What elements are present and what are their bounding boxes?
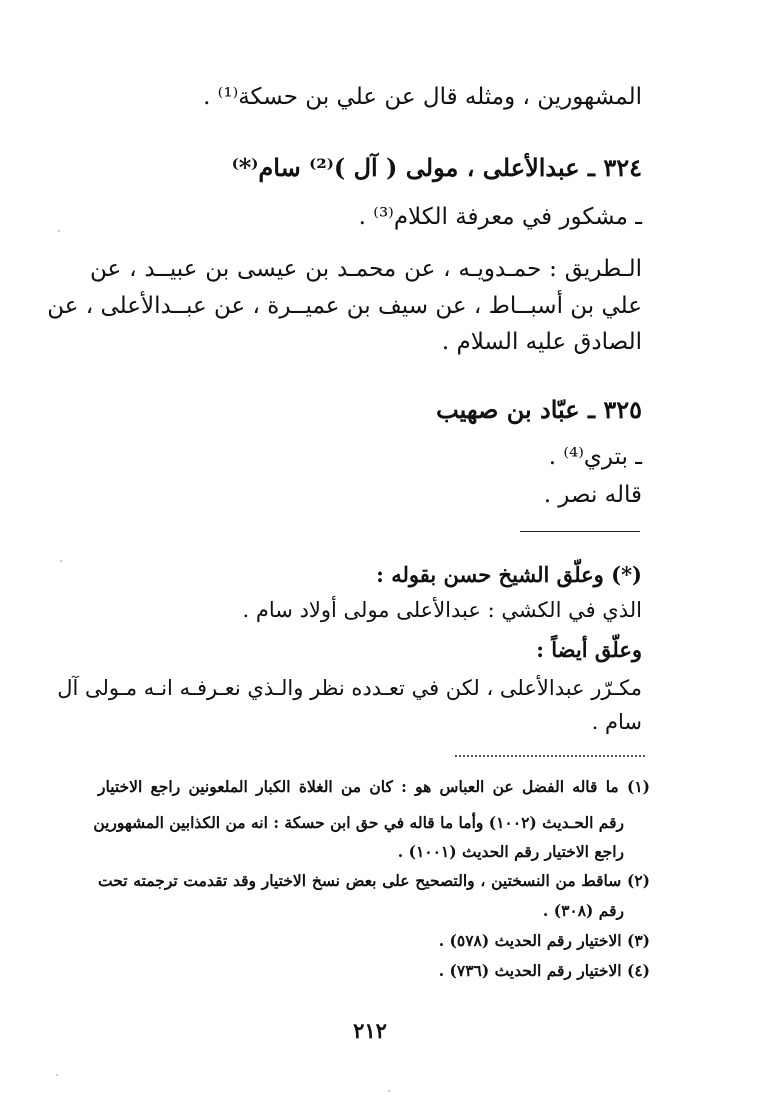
- footnote-2-line-2: رقم (٣٠٨) .: [542, 901, 624, 920]
- footnote-1-line-1: (١) ما قاله الفضل عن العباس هو : كان من الغلاة الكبار الملعونين راجع الاختيار: [98, 777, 650, 796]
- scan-speck: [388, 1090, 390, 1092]
- footnote-2-line-1: (٢) ساقط من النسختين ، والتصحيح على بعض نسخ الاختيار وقد تقدمت ترجمته تحت: [98, 871, 650, 890]
- entry-324-heading: ٣٢٤ ـ عبدالأعلى ، مولى ( آل )⁽²⁾ سام⁽*⁾: [231, 153, 642, 182]
- note-2-heading: وعلّق أيضاً :: [536, 637, 642, 662]
- entry-324-path-line-3: الصادق عليه السلام .: [441, 329, 642, 355]
- entry-324-path-line-2: علي بن أسبــاط ، عن سيف بن عميــرة ، عن عبــدالأعلى ، عن: [47, 293, 642, 319]
- note-2-text-line-1: مكـرّر عبدالأعلى ، لكن في تعـدده نظر والـذي نعـرفـه انـه مـولى آل: [57, 676, 642, 700]
- scan-speck: [56, 1074, 58, 1076]
- section-divider: [520, 531, 640, 532]
- footnote-1-line-3: راجع الاختيار رقم الحديث (١٠٠١) .: [397, 842, 624, 861]
- note-2-text-line-2: سام .: [591, 710, 642, 734]
- entry-324-description: ـ مشكور في معرفة الكلام⁽³⁾ .: [358, 204, 642, 230]
- scan-speck: [60, 560, 62, 562]
- entry-325-description: ـ بتري⁽⁴⁾ .: [548, 444, 642, 470]
- footnote-3: (٣) الاختيار رقم الحديث (٥٧٨) .: [438, 931, 650, 950]
- page-number: ٢١٢: [353, 1018, 387, 1043]
- scan-speck: [58, 230, 60, 232]
- note-1-text: الذي في الكشي : عبدالأعلى مولى أولاد سام .: [242, 598, 642, 622]
- note-1-heading: (*) وعلّق الشيخ حسن بقوله :: [376, 562, 642, 587]
- entry-325-heading: ٣٢٥ ـ عبّاد بن صهيب: [436, 395, 642, 424]
- entry-325-source: قاله نصر .: [543, 482, 642, 508]
- footnote-4: (٤) الاختيار رقم الحديث (٧٣٦) .: [438, 961, 650, 980]
- body-line-1: المشهورين ، ومثله قال عن علي بن حسكة⁽¹⁾ .: [203, 84, 642, 110]
- entry-324-path-line-1: الـطريق : حمـدويـه ، عن محمـد بن عيسى بن عبيــد ، عن: [90, 256, 642, 282]
- footnote-separator: [455, 755, 645, 757]
- footnote-1-line-2: رقم الحـديث (١٠٠٢) وأما ما قاله في حق ابن حسكة : انه من الكذابين المشهورين: [93, 813, 624, 832]
